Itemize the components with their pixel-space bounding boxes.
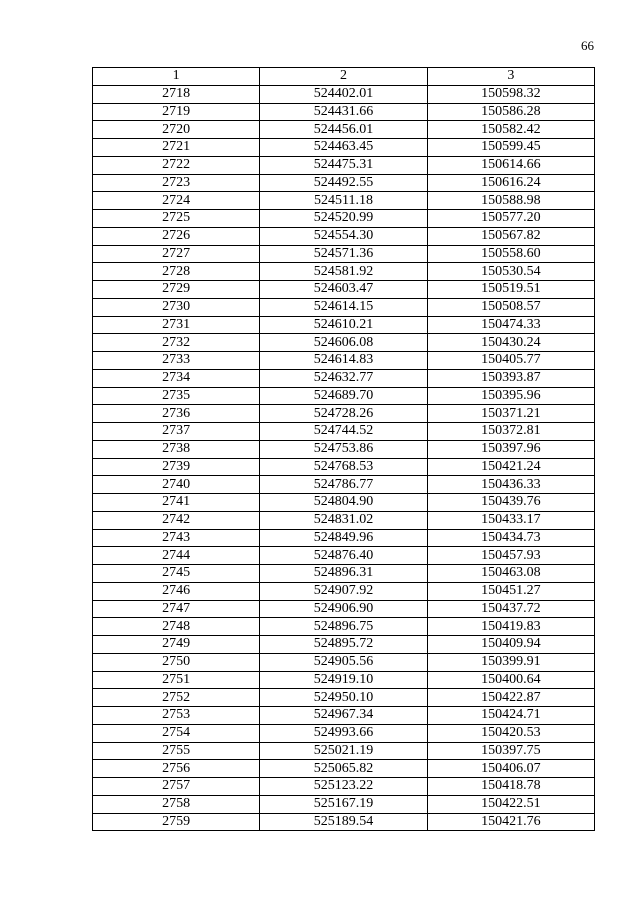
table-cell-col-2: 525021.19 (260, 742, 427, 760)
table-cell-col-3: 150463.08 (427, 565, 594, 583)
column-header-2: 2 (260, 68, 427, 86)
table-cell-col-1: 2756 (93, 760, 260, 778)
table-cell-col-3: 150399.91 (427, 653, 594, 671)
table-cell-col-1: 2721 (93, 139, 260, 157)
table-cell-col-1: 2732 (93, 334, 260, 352)
table-cell-col-1: 2740 (93, 476, 260, 494)
table-cell-col-1: 2743 (93, 529, 260, 547)
table-cell-col-1: 2742 (93, 511, 260, 529)
table-row (93, 653, 595, 671)
table-cell-col-1: 2739 (93, 458, 260, 476)
table-row (93, 618, 595, 636)
table-cell-col-1: 2734 (93, 369, 260, 387)
table-header (93, 68, 595, 86)
table-cell-col-1: 2750 (93, 653, 260, 671)
table-cell-col-2: 524753.86 (260, 440, 427, 458)
table-cell-col-2: 524554.30 (260, 227, 427, 245)
table-row (93, 352, 595, 370)
table-row (93, 600, 595, 618)
table-cell-col-2: 524744.52 (260, 423, 427, 441)
table-cell-col-2: 524896.75 (260, 618, 427, 636)
table-row (93, 405, 595, 423)
table-cell-col-1: 2735 (93, 387, 260, 405)
table-cell-col-3: 150457.93 (427, 547, 594, 565)
table-row (93, 387, 595, 405)
table-row (93, 192, 595, 210)
table-cell-col-2: 524895.72 (260, 636, 427, 654)
table-cell-col-1: 2724 (93, 192, 260, 210)
table-cell-col-3: 150586.28 (427, 103, 594, 121)
table-row (93, 121, 595, 139)
table-cell-col-1: 2755 (93, 742, 260, 760)
table-cell-col-1: 2719 (93, 103, 260, 121)
table-cell-col-3: 150437.72 (427, 600, 594, 618)
table-cell-col-3: 150424.71 (427, 707, 594, 725)
table-cell-col-1: 2744 (93, 547, 260, 565)
table-cell-col-2: 524950.10 (260, 689, 427, 707)
table-cell-col-1: 2728 (93, 263, 260, 281)
table-cell-col-3: 150419.83 (427, 618, 594, 636)
page-number: 66 (581, 38, 594, 53)
table-row (93, 476, 595, 494)
table-cell-col-1: 2754 (93, 724, 260, 742)
table-cell-col-2: 524581.92 (260, 263, 427, 281)
table-cell-col-1: 2737 (93, 423, 260, 441)
table-cell-col-2: 524993.66 (260, 724, 427, 742)
table-row (93, 636, 595, 654)
table-cell-col-3: 150582.42 (427, 121, 594, 139)
table-row (93, 423, 595, 441)
table-cell-col-1: 2729 (93, 281, 260, 299)
table-cell-col-2: 524896.31 (260, 565, 427, 583)
table-row (93, 547, 595, 565)
table-cell-col-2: 524431.66 (260, 103, 427, 121)
table-cell-col-2: 524603.47 (260, 281, 427, 299)
table-cell-col-3: 150451.27 (427, 582, 594, 600)
table-cell-col-2: 524614.83 (260, 352, 427, 370)
table-body (93, 85, 595, 831)
table-cell-col-1: 2749 (93, 636, 260, 654)
table-row (93, 298, 595, 316)
table-row (93, 139, 595, 157)
table-cell-col-3: 150434.73 (427, 529, 594, 547)
table-cell-col-1: 2726 (93, 227, 260, 245)
table-cell-col-2: 524786.77 (260, 476, 427, 494)
table-cell-col-2: 525167.19 (260, 795, 427, 813)
table-row (93, 813, 595, 831)
table-row (93, 671, 595, 689)
table-row (93, 458, 595, 476)
table-cell-col-1: 2722 (93, 156, 260, 174)
table-cell-col-2: 524728.26 (260, 405, 427, 423)
table-cell-col-3: 150588.98 (427, 192, 594, 210)
table-cell-col-1: 2733 (93, 352, 260, 370)
table-cell-col-3: 150421.76 (427, 813, 594, 831)
table-cell-col-3: 150422.51 (427, 795, 594, 813)
table-cell-col-3: 150439.76 (427, 494, 594, 512)
table-cell-col-1: 2751 (93, 671, 260, 689)
table-cell-col-2: 524520.99 (260, 210, 427, 228)
table-cell-col-2: 524463.45 (260, 139, 427, 157)
table-cell-col-1: 2730 (93, 298, 260, 316)
table-row (93, 85, 595, 103)
table-row (93, 724, 595, 742)
table-cell-col-1: 2720 (93, 121, 260, 139)
table-row (93, 103, 595, 121)
table-cell-col-1: 2718 (93, 85, 260, 103)
table-cell-col-2: 524919.10 (260, 671, 427, 689)
table-cell-col-3: 150519.51 (427, 281, 594, 299)
table-row (93, 565, 595, 583)
table-cell-col-2: 524689.70 (260, 387, 427, 405)
table-cell-col-3: 150406.07 (427, 760, 594, 778)
table-cell-col-3: 150420.53 (427, 724, 594, 742)
table-cell-col-1: 2727 (93, 245, 260, 263)
coordinates-table (92, 67, 595, 831)
table-cell-col-3: 150393.87 (427, 369, 594, 387)
table-cell-col-2: 524402.01 (260, 85, 427, 103)
table-cell-col-3: 150372.81 (427, 423, 594, 441)
table-row (93, 156, 595, 174)
table-row (93, 529, 595, 547)
column-header-1: 1 (93, 68, 260, 86)
table-cell-col-3: 150418.78 (427, 778, 594, 796)
table-cell-col-3: 150395.96 (427, 387, 594, 405)
table-row (93, 742, 595, 760)
table-cell-col-3: 150616.24 (427, 174, 594, 192)
table-cell-col-3: 150530.54 (427, 263, 594, 281)
table-cell-col-2: 524967.34 (260, 707, 427, 725)
table-cell-col-3: 150422.87 (427, 689, 594, 707)
table-cell-col-3: 150409.94 (427, 636, 594, 654)
table-row (93, 778, 595, 796)
table-row (93, 334, 595, 352)
table-cell-col-2: 524610.21 (260, 316, 427, 334)
table-cell-col-1: 2723 (93, 174, 260, 192)
table-cell-col-1: 2741 (93, 494, 260, 512)
table-cell-col-3: 150599.45 (427, 139, 594, 157)
table-cell-col-3: 150430.24 (427, 334, 594, 352)
table-cell-col-2: 525123.22 (260, 778, 427, 796)
table-cell-col-1: 2759 (93, 813, 260, 831)
table-cell-col-1: 2736 (93, 405, 260, 423)
table-cell-col-2: 524804.90 (260, 494, 427, 512)
column-header-3: 3 (427, 68, 594, 86)
table-cell-col-2: 524876.40 (260, 547, 427, 565)
table-row (93, 227, 595, 245)
table-cell-col-3: 150598.32 (427, 85, 594, 103)
table-cell-col-2: 524906.90 (260, 600, 427, 618)
table-row (93, 689, 595, 707)
table-cell-col-3: 150436.33 (427, 476, 594, 494)
table-cell-col-2: 524492.55 (260, 174, 427, 192)
table-cell-col-3: 150421.24 (427, 458, 594, 476)
table-row (93, 174, 595, 192)
table-row (93, 795, 595, 813)
table-cell-col-3: 150577.20 (427, 210, 594, 228)
table-cell-col-1: 2757 (93, 778, 260, 796)
table-cell-col-3: 150508.57 (427, 298, 594, 316)
table-cell-col-1: 2748 (93, 618, 260, 636)
table-cell-col-3: 150397.75 (427, 742, 594, 760)
header-row (93, 68, 595, 86)
table-cell-col-2: 524475.31 (260, 156, 427, 174)
table-row (93, 245, 595, 263)
table-cell-col-2: 525189.54 (260, 813, 427, 831)
table-cell-col-3: 150371.21 (427, 405, 594, 423)
table-cell-col-3: 150614.66 (427, 156, 594, 174)
table-cell-col-2: 524849.96 (260, 529, 427, 547)
table-cell-col-2: 524571.36 (260, 245, 427, 263)
table-row (93, 582, 595, 600)
table-cell-col-3: 150567.82 (427, 227, 594, 245)
table-row (93, 210, 595, 228)
table-cell-col-2: 524614.15 (260, 298, 427, 316)
table-cell-col-2: 524456.01 (260, 121, 427, 139)
table-cell-col-1: 2725 (93, 210, 260, 228)
table-row (93, 316, 595, 334)
table-cell-col-3: 150433.17 (427, 511, 594, 529)
table-row (93, 511, 595, 529)
table-cell-col-3: 150474.33 (427, 316, 594, 334)
table-cell-col-3: 150558.60 (427, 245, 594, 263)
table-cell-col-2: 524905.56 (260, 653, 427, 671)
table-row (93, 494, 595, 512)
table-cell-col-3: 150400.64 (427, 671, 594, 689)
table-cell-col-1: 2758 (93, 795, 260, 813)
table-cell-col-1: 2746 (93, 582, 260, 600)
table-cell-col-1: 2747 (93, 600, 260, 618)
table-cell-col-2: 524768.53 (260, 458, 427, 476)
table-row (93, 281, 595, 299)
table-row (93, 440, 595, 458)
table-cell-col-3: 150405.77 (427, 352, 594, 370)
table-cell-col-1: 2731 (93, 316, 260, 334)
table-cell-col-3: 150397.96 (427, 440, 594, 458)
table-row (93, 760, 595, 778)
table-cell-col-1: 2753 (93, 707, 260, 725)
table-row (93, 707, 595, 725)
table-cell-col-2: 524632.77 (260, 369, 427, 387)
table-cell-col-1: 2752 (93, 689, 260, 707)
table-cell-col-2: 524907.92 (260, 582, 427, 600)
table-cell-col-1: 2745 (93, 565, 260, 583)
table-cell-col-2: 524831.02 (260, 511, 427, 529)
table-cell-col-2: 524606.08 (260, 334, 427, 352)
table-cell-col-2: 524511.18 (260, 192, 427, 210)
table-cell-col-1: 2738 (93, 440, 260, 458)
table-row (93, 263, 595, 281)
table-row (93, 369, 595, 387)
table-cell-col-2: 525065.82 (260, 760, 427, 778)
